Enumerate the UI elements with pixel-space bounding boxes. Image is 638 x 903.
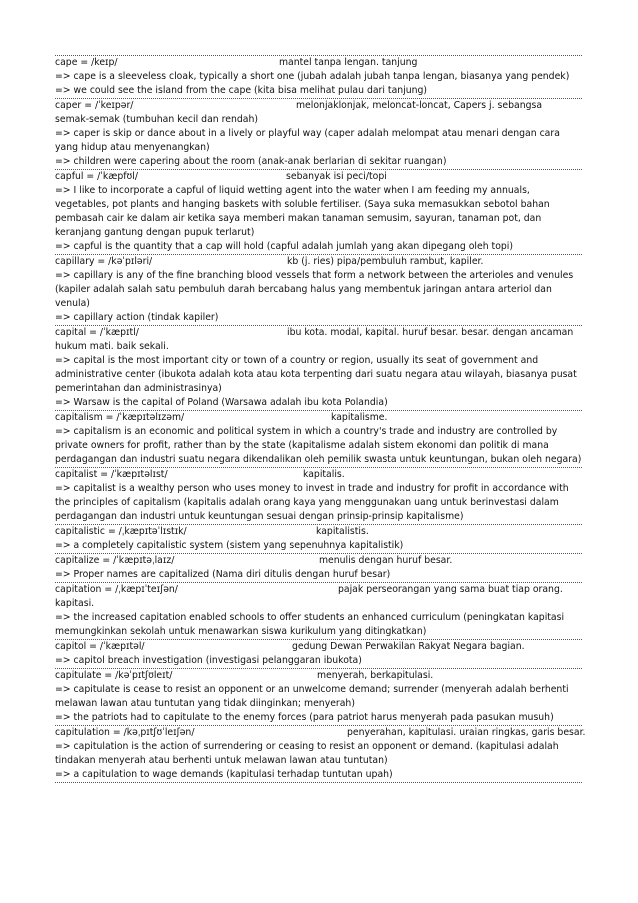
definition-line: => I like to incorporate a capful of liquid wetting agent into the water when I am feeding my annuals, vegetables, pot plants and hanging baskets with soluble fertiliser. (Saya suka memasukkan sebotol bahan pembasah cair ke dalam air ketika saya memberi makan tanaman semusim, sayuran, tanaman pot, dan keranjang gantung dengan pupuk terlarut) (55, 185, 550, 238)
entry-capitation (55, 582, 582, 639)
term: capitalism = /ˈkæpɪtəlɪzəm/ (55, 412, 185, 423)
term: capitalistic = /ˌkæpɪtəˈlɪstɪk/ (55, 526, 187, 537)
entry-capitol (55, 639, 582, 668)
entry-headline (55, 56, 582, 70)
entry-headline (55, 726, 586, 740)
entry-capillary (55, 254, 582, 325)
gloss-continuation: semak-semak (tumbuhan kecil dan rendah) (55, 114, 258, 125)
example-line: => the patriots had to capitulate to the enemy forces (para patriot harus menyerah pada pasukan musuh) (55, 712, 554, 723)
gloss: menyerah, berkapitulasi. (317, 670, 434, 681)
gloss: pajak perseorangan yang sama buat tiap orang. (338, 584, 563, 595)
entry-headline (55, 411, 582, 425)
entry-capitulation (55, 725, 586, 783)
gloss: melonjaklonjak, meloncat-loncat, Capers j. sebangsa (296, 100, 543, 111)
gloss-continuation: kapitasi. (55, 598, 95, 609)
entry-capitalism (55, 410, 582, 467)
definition-line: => caper is skip or dance about in a lively or playful way (caper adalah melompat atau menari dengan cara yang hidup atau menyenangkan) (55, 128, 560, 153)
term: capillary = /kəˈpɪləri/ (55, 256, 153, 267)
entry-headline (55, 326, 582, 340)
gloss: kapitalistis. (316, 526, 369, 537)
gloss: mantel tanpa lengan. tanjung (279, 57, 418, 68)
entry-cape (55, 55, 582, 98)
entry-capful (55, 169, 582, 254)
term: capitulation = /kəˌpɪtʃʊˈleɪʃən/ (55, 727, 195, 738)
example-line: => a capitulation to wage demands (kapitulasi terhadap tuntutan upah) (55, 769, 393, 780)
gloss: kapitalis. (303, 469, 345, 480)
term: capful = /ˈkæpfʊl/ (55, 171, 138, 182)
gloss: sebanyak isi peci/topi (286, 171, 387, 182)
gloss: menulis dengan huruf besar. (319, 555, 453, 566)
gloss: penyerahan, kapitulasi. uraian ringkas, garis besar. (347, 727, 586, 738)
entry-capitalist (55, 467, 582, 524)
entry-caper (55, 98, 582, 169)
gloss: kapitalisme. (331, 412, 388, 423)
example-line: => capful is the quantity that a cap will hold (capful adalah jumlah yang akan dipegang oleh topi) (55, 241, 514, 252)
example-line: => capillary action (tindak kapiler) (55, 312, 219, 323)
term: caper = /ˈkeɪpər/ (55, 100, 134, 111)
definition-line: => capitulate is cease to resist an opponent or an unwelcome demand; surrender (menyerah adalah berhenti melawan lawan atau tuntutan yang tidak diinginkan; menyerah) (55, 684, 569, 709)
example-line: => we could see the island from the cape (kita bisa melihat pulau dari tanjung) (55, 85, 428, 96)
term: capitulate = /kəˈpɪtʃʊleɪt/ (55, 670, 173, 681)
entry-capital (55, 325, 582, 410)
term: capitalist = /ˈkæpɪtəlɪst/ (55, 469, 168, 480)
example-line: => children were capering about the room (anak-anak berlarian di sekitar ruangan) (55, 156, 447, 167)
term: capitalize = /ˈkæpɪtəˌlaɪz/ (55, 555, 175, 566)
entry-capitulate (55, 668, 582, 725)
gloss: ibu kota. modal, kapital. huruf besar. besar. dengan ancaman (287, 327, 574, 338)
gloss-continuation: hukum mati. baik sekali. (55, 341, 169, 352)
definition-line: => capital is the most important city or town of a country or region, usually its seat of government and administrative center (ibukota adalah kota atau kota terpenting dari suatu negara atau wilayah, biasanya pusat pemerintahan dan administrasinya) (55, 355, 577, 394)
definition-line: => capitulation is the action of surrendering or ceasing to resist an opponent or demand. (kapitulasi adalah tindakan menyerah atau berhenti untuk melawan lawan atau tuntutan) (55, 741, 559, 766)
gloss: kb (j. ries) pipa/pembuluh rambut, kapiler. (287, 256, 484, 267)
example-line: => Proper names are capitalized (Nama diri ditulis dengan huruf besar) (55, 569, 391, 580)
entry-headline (55, 255, 582, 269)
entry-headline (55, 640, 582, 654)
definition-line: => capitalist is a wealthy person who uses money to invest in trade and industry for profit in accordance with the principles of capitalism (kapitalis adalah orang kaya yang menggunakan uang untuk berinvestasi dalam perdagangan dan industri untuk keuntungan sesuai dengan prinsip-prinsip kapitalisme) (55, 483, 569, 522)
entry-capitalize (55, 553, 582, 582)
entry-headline (55, 669, 582, 683)
example-line: => Warsaw is the capital of Poland (Warsawa adalah ibu kota Polandia) (55, 397, 388, 408)
entry-headline (55, 554, 582, 568)
example-line: => a completely capitalistic system (sistem yang sepenuhnya kapitalistik) (55, 540, 404, 551)
gloss: gedung Dewan Perwakilan Rakyat Negara bagian. (292, 641, 525, 652)
entry-headline (55, 170, 582, 184)
definition-line: => capitalism is an economic and political system in which a country's trade and industry are controlled by private owners for profit, rather than by the state (kapitalisme adalah sistem ekonomi dan politik di mana perdagangan dan industri suatu negara dikendalikan oleh pemilik swasta untuk keuntungan, bukan oleh negara) (55, 426, 582, 465)
definition-line: => capillary is any of the fine branching blood vessels that form a network between the arterioles and venules (kapiler adalah salah satu pembuluh darah bercabang halus yang membentuk jaringan antara arteriol dan venula) (55, 270, 574, 309)
entry-headline (55, 99, 582, 113)
entry-headline (55, 468, 582, 482)
term: cape = /keɪp/ (55, 57, 118, 68)
entry-headline (55, 583, 582, 597)
dictionary-page (55, 55, 586, 783)
example-line: => the increased capitation enabled schools to offer students an enhanced curriculum (peningkatan kapitasi memungkinkan sekolah untuk menawarkan siswa kurikulum yang ditingkatkan) (55, 612, 565, 637)
term: capitation = /ˌkæpɪˈteɪʃən/ (55, 584, 178, 595)
entry-capitalistic (55, 524, 582, 553)
entry-headline (55, 525, 582, 539)
term: capital = /ˈkæpɪtl/ (55, 327, 139, 338)
example-line: => capitol breach investigation (investigasi pelanggaran ibukota) (55, 655, 362, 666)
term: capitol = /ˈkæpɪtəl/ (55, 641, 145, 652)
definition-line: => cape is a sleeveless cloak, typically a short one (jubah adalah jubah tanpa lengan, biasanya yang pendek) (55, 71, 570, 82)
